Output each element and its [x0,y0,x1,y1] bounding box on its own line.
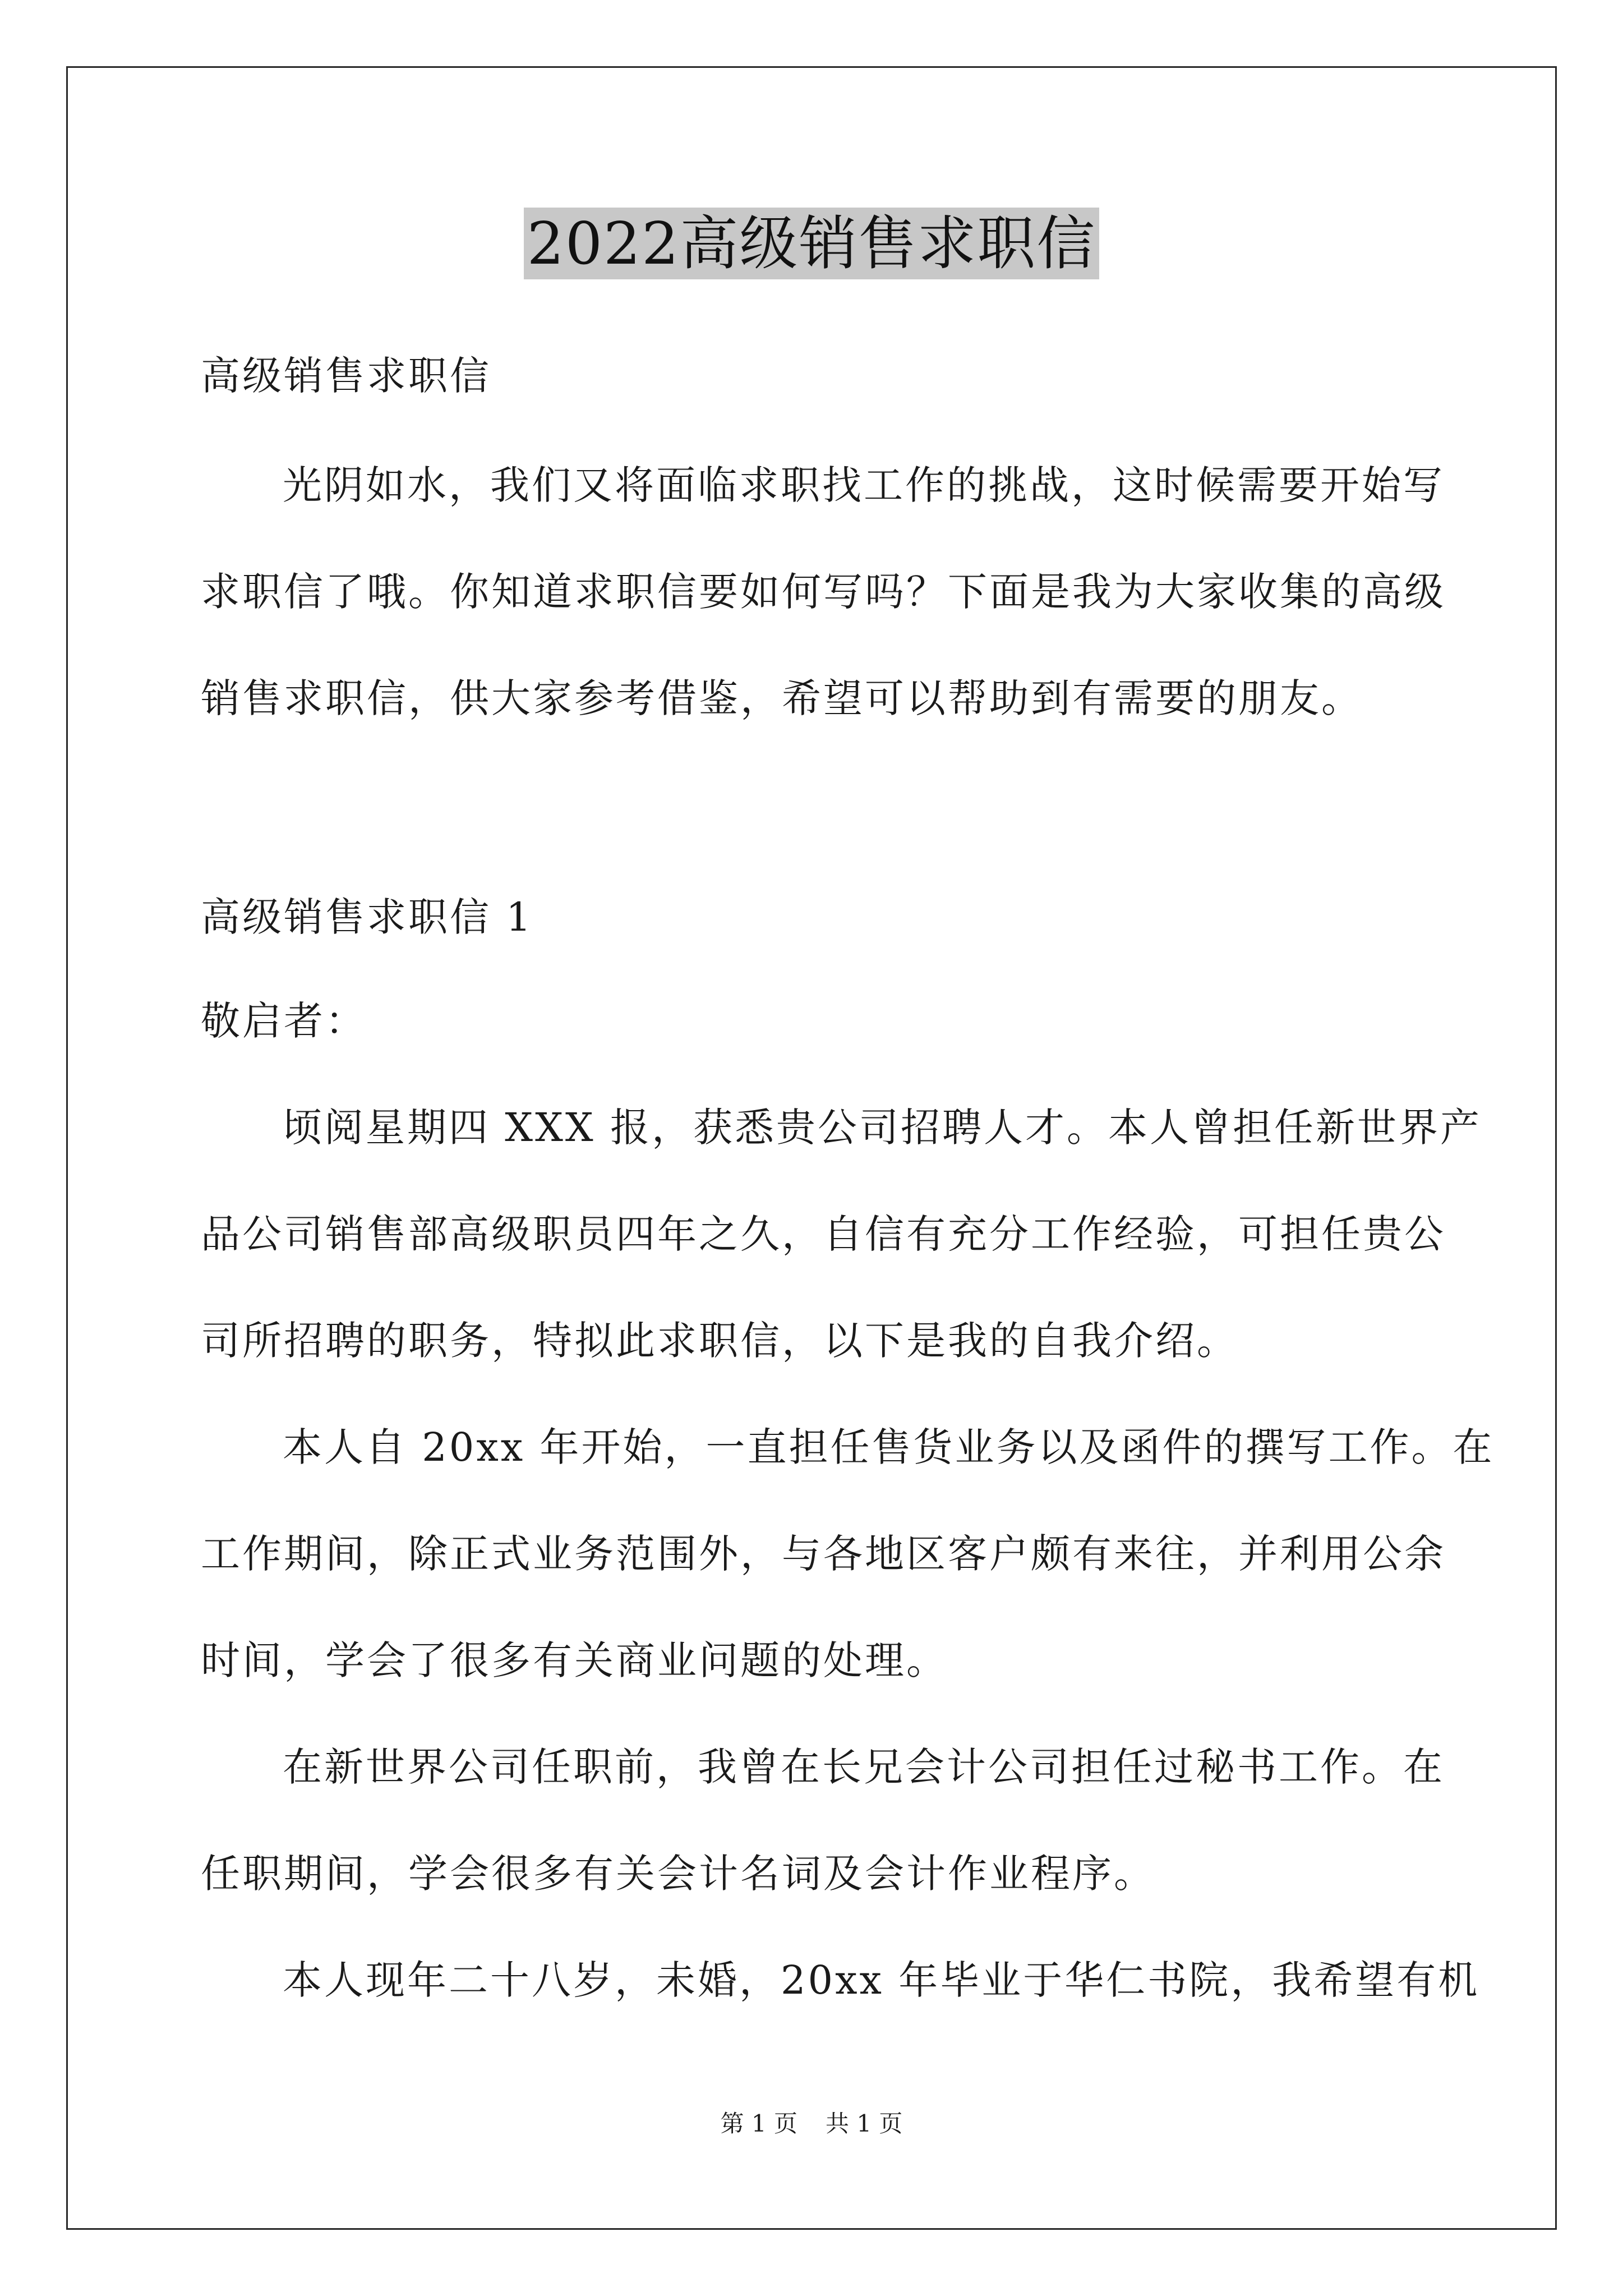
paragraph-2-line-3: 时间，学会了很多有关商业问题的处理。 [201,1637,948,1683]
section-heading: 高级销售求职信 1 [201,894,533,940]
document-subtitle: 高级销售求职信 [201,353,491,399]
salutation: 敬启者： [201,998,367,1044]
intro-line-2: 求职信了哦。你知道求职信要如何写吗？下面是我为大家收集的高级 [201,569,1446,615]
paragraph-3-line-2: 任职期间，学会很多有关会计名词及会计作业程序。 [201,1851,1155,1897]
title-container [0,208,1623,279]
page-number: 第 1 页 [720,2110,797,2137]
paragraph-1-line-3: 司所招聘的职务，特拟此求职信，以下是我的自我介绍。 [201,1318,1238,1364]
paragraph-1-line-2: 品公司销售部高级职员四年之久，自信有充分工作经验，可担任贵公 [201,1211,1446,1257]
paragraph-4-line-1: 本人现年二十八岁，未婚，20xx 年毕业于华仁书院，我希望有机 [283,1957,1480,2003]
intro-line-3: 销售求职信，供大家参考借鉴，希望可以帮助到有需要的朋友。 [201,675,1363,721]
paragraph-2-line-2: 工作期间，除正式业务范围外，与各地区客户颇有来往，并利用公余 [201,1531,1446,1577]
document-title: 2022高级销售求职信 [524,208,1100,279]
page-footer [0,2109,1623,2138]
paragraph-3-line-1: 在新世界公司任职前，我曾在长兄会计公司担任过秘书工作。在 [283,1744,1445,1790]
intro-line-1: 光阴如水，我们又将面临求职找工作的挑战，这时候需要开始写 [283,462,1445,508]
paragraph-2-line-1: 本人自 20xx 年开始，一直担任售货业务以及函件的撰写工作。在 [283,1424,1495,1470]
page-total: 共 1 页 [826,2110,903,2137]
paragraph-1-line-1: 顷阅星期四 XXX 报，获悉贵公司招聘人才。本人曾担任新世界产 [283,1105,1482,1151]
